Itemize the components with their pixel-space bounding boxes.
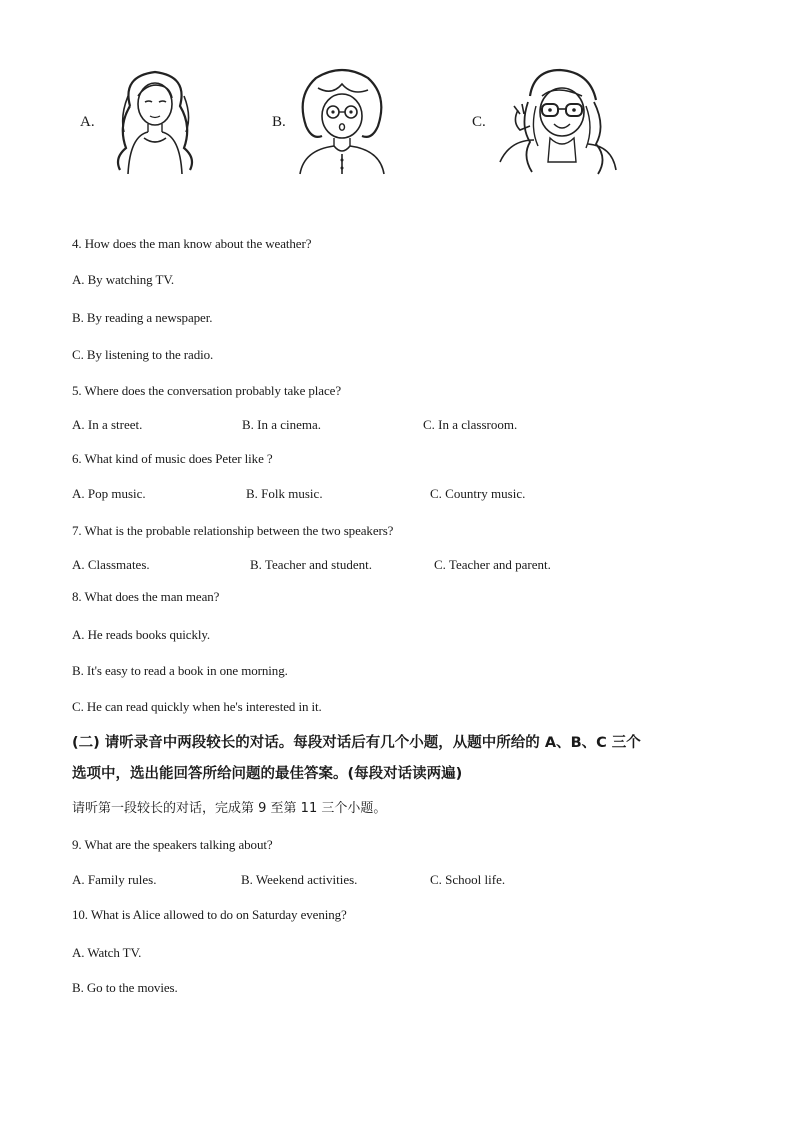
- question-7-option-a: A. Classmates.: [72, 557, 150, 572]
- figure-label-c: C.: [472, 114, 486, 130]
- section-2-heading-line-1: (二) 请听录音中两段较长的对话。每段对话后有几个小题，从题中所给的 A、B、C 三个: [72, 735, 641, 751]
- question-9-option-a: A. Family rules.: [72, 872, 157, 887]
- woman-long-wavy-hair-icon: [100, 66, 210, 176]
- figure-option-c: [470, 66, 630, 178]
- question-9-option-c: C. School life.: [430, 872, 506, 887]
- question-9-stem: 9. What are the speakers talking about?: [72, 837, 273, 852]
- question-5-option-a: A. In a street.: [72, 417, 143, 432]
- question-4-option-c: C. By listening to the radio.: [72, 347, 214, 362]
- question-6-option-b: B. Folk music.: [246, 486, 323, 501]
- question-4-option-a: A. By watching TV.: [72, 272, 175, 287]
- figure-option-a: [78, 66, 218, 178]
- question-8-option-c: C. He can read quickly when he's interested in it.: [72, 699, 322, 714]
- question-5-stem: 5. Where does the conversation probably take place?: [72, 383, 341, 398]
- question-7-stem: 7. What is the probable relationship between the two speakers?: [72, 523, 394, 538]
- question-5-option-b: B. In a cinema.: [242, 417, 322, 432]
- question-8-stem: 8. What does the man mean?: [72, 589, 220, 604]
- question-8-option-b: B. It's easy to read a book in one morning.: [72, 663, 288, 678]
- question-10-stem: 10. What is Alice allowed to do on Saturday evening?: [72, 907, 347, 922]
- section-2-instruction: 请听第一段较长的对话，完成第 9 至第 11 三个小题。: [72, 801, 387, 816]
- figure-label-a: A.: [80, 114, 95, 130]
- question-6-option-c: C. Country music.: [430, 486, 526, 501]
- question-10-option-a: A. Watch TV.: [72, 945, 142, 960]
- question-4-stem: 4. How does the man know about the weather?: [72, 236, 312, 251]
- section-2-heading-line-2: 选项中，选出能回答所给问题的最佳答案。(每段对话读两遍): [72, 766, 463, 782]
- question-6-stem: 6. What kind of music does Peter like ?: [72, 451, 273, 466]
- figure-label-b: B.: [272, 114, 286, 130]
- question-8-option-a: A. He reads books quickly.: [72, 627, 211, 642]
- girl-bob-hair-glasses-icon: [292, 66, 392, 176]
- question-5-option-c: C. In a classroom.: [423, 417, 518, 432]
- girl-wavy-hair-glasses-hat-icon: [490, 66, 620, 178]
- question-9-option-b: B. Weekend activities.: [241, 872, 358, 887]
- question-7-option-c: C. Teacher and parent.: [434, 557, 551, 572]
- figure-option-b: [270, 66, 400, 178]
- question-6-option-a: A. Pop music.: [72, 486, 146, 501]
- question-4-option-b: B. By reading a newspaper.: [72, 310, 213, 325]
- question-7-option-b: B. Teacher and student.: [250, 557, 372, 572]
- question-10-option-b: B. Go to the movies.: [72, 980, 178, 995]
